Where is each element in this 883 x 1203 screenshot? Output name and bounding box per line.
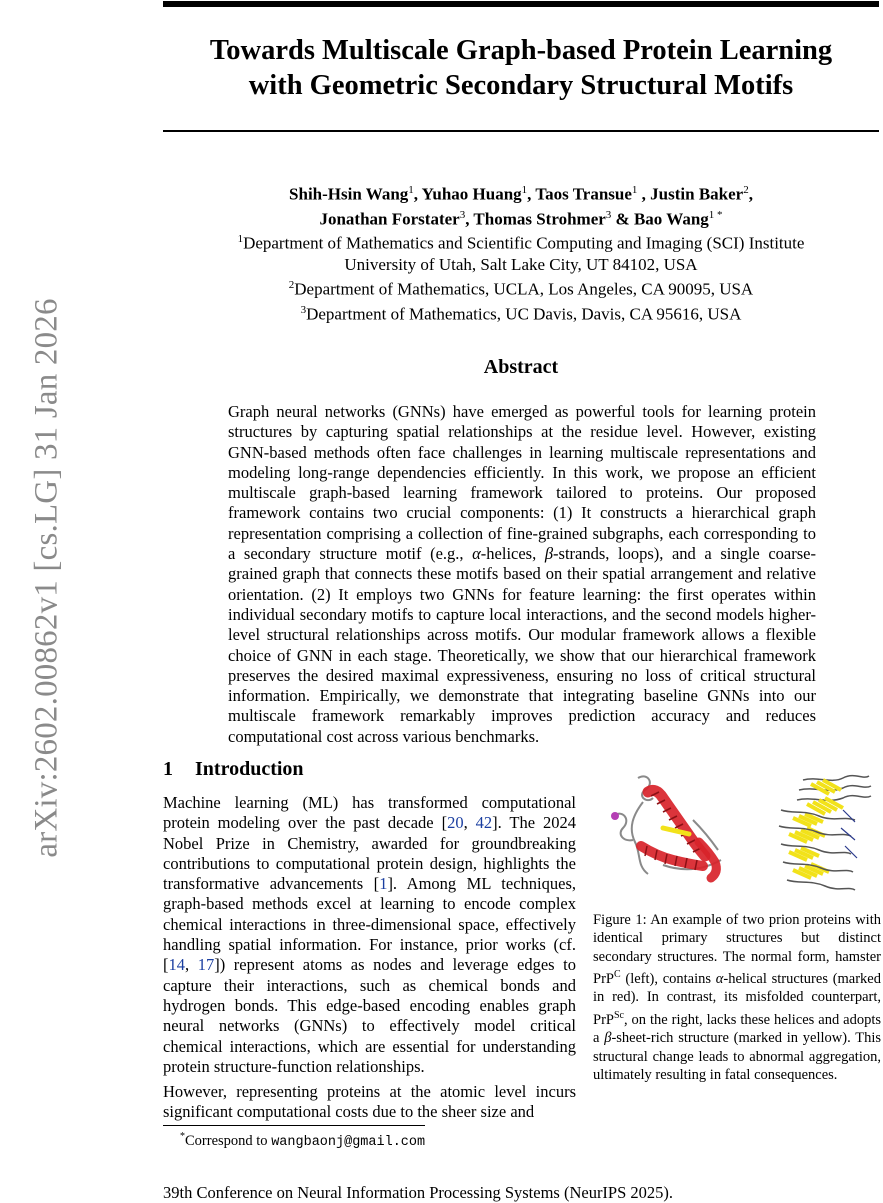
arxiv-identifier: arXiv:2602.00862v1 [cs.LG] 31 Jan 2026 [28,298,65,858]
affiliation-1: $^1$Department of Mathematics and Scientific Computing and Imaging (SCI) Institute [237,233,805,253]
affiliation-3: $^3$Department of Mathematics, UC Davis, Davis, CA 95616, USA [300,303,742,324]
paper-title [163,33,879,103]
figure-1-caption: Figure 1: An example of two prion proteins with identical primary structures but distinct secondary structures. The normal form, hamster PrP$^C$ (left), contains α-helical structures (marked in red). In contrast, its misfolded counterpart, PrP$^{Sc}$, on the right, lacks these helices and adopts a β-sheet-rich structure (marked in yellow). This structural change leads to abnormal aggregation, ultimately resulting in fatal consequences. [593,912,881,1083]
author-name: Bao Wang [633,209,709,229]
affiliation-1-location: University of Utah, Salt Lake City, UT 84102, USA [344,254,698,274]
title-line-2: with Geometric Secondary Structural Motifs [248,70,794,101]
prpsc-structure-right [779,776,871,890]
contact-email[interactable]: wangbaonj@gmail.com [271,1134,426,1150]
footnote-rule [163,1125,425,1126]
conference-footer: 39th Conference on Neural Information Processing Systems (NeurIPS 2025). [163,1183,674,1202]
title-line-1: Towards Multiscale Graph-based Protein Learning [209,35,833,66]
prpc-structure-left [611,776,721,878]
title-bottom-rule [163,130,879,132]
section-heading-introduction [163,758,304,781]
author-name: Thomas Strohmer [473,209,606,229]
author-block [163,180,879,324]
author-names: Shih-Hsin Wang$^1$, Yuhao Huang$^1$, Taos Transue$^1$ , Justin Baker$^2$, Jonathan Forstater$^3$, Thomas Strohmer$^3$ & Bao Wang$^{1 *}$ [289,184,753,229]
author-name: Taos Transue [535,184,632,204]
citation-link[interactable]: 42 [475,813,493,833]
author-name: Jonathan Forstater [319,209,460,229]
citation-link[interactable]: 20 [447,813,464,833]
section-title: Introduction [195,758,304,780]
prion-protein-illustration [593,770,881,900]
figure-1-prion-structures [593,770,881,900]
citation-link[interactable]: 1 [379,874,388,894]
citation-link[interactable]: 14 [168,955,185,975]
affiliation-2: $^2$Department of Mathematics, UCLA, Los Angeles, CA 90095, USA [288,278,754,299]
author-name: Shih-Hsin Wang [289,184,409,204]
author-name: Yuhao Huang [421,184,522,204]
citation-link[interactable]: 17 [197,955,215,975]
footnote: *Correspond to wangbaonj@gmail.com [180,1131,426,1150]
abstract-heading: Abstract [483,356,559,378]
intro-paragraph-2: However, representing proteins at the atomic level incurs significant computational costs due to the sheer size and [163,1082,576,1122]
section-number: 1 [163,758,173,780]
author-name: Justin Baker [650,184,744,204]
figure-label: Figure 1: [593,912,647,928]
introduction-body [163,793,576,1128]
abstract-text: Graph neural networks (GNNs) have emerged as powerful tools for learning protein structures by capturing spatial relationships at the residue level. However, existing GNN-based methods often face challenges in learning multiscale representations and modeling long-range dependencies efficiently. In this work, we propose an efficient multiscale graph-based learning framework tailored to proteins. Our proposed framework contains two crucial components: (1) It constructs a hierarchical graph representation comprising a collection of fine-grained subgraphs, each corresponding to a secondary structure motif (e.g., α-helices, β-strands, loops), and a single coarse-grained graph that connects these motifs based on their spatial arrangement and relative orientation. (2) It employs two GNNs for feature learning: the first operates within individual secondary motifs to capture local interactions, and the second models higher-level structural relationships across motifs. Our modular framework allows a flexible choice of GNN in each stage. Theoretically, we show that our hierarchical framework preserves the desired maximal expressiveness, ensuring no loss of critical structural information. Empirically, we demonstrate that integrating baseline GNNs into our multiscale framework remarkably improves prediction accuracy and reduces computational cost across various benchmarks. [228,402,816,746]
top-rule [163,1,879,7]
intro-paragraph-1: Machine learning (ML) has transformed computational protein modeling over the past decade [20, 42]. The 2024 Nobel Prize in Chemistry, awarded for groundbreaking contributions to computational protein design, highlights the transformative advancements [1]. Among ML techniques, graph-based methods excel at learning to encode complex chemical interactions in three-dimensional space, effectively handling spatial information. For instance, prior works (cf. [14, 17]) represent atoms as nodes and leverage edges to capture their interactions, such as chemical bonds and hydrogen bonds. This edge-based encoding enables graph neural networks (GNNs) to effectively model critical chemical interactions, which are essential for understanding protein structure-function relationships. [163,793,576,1076]
